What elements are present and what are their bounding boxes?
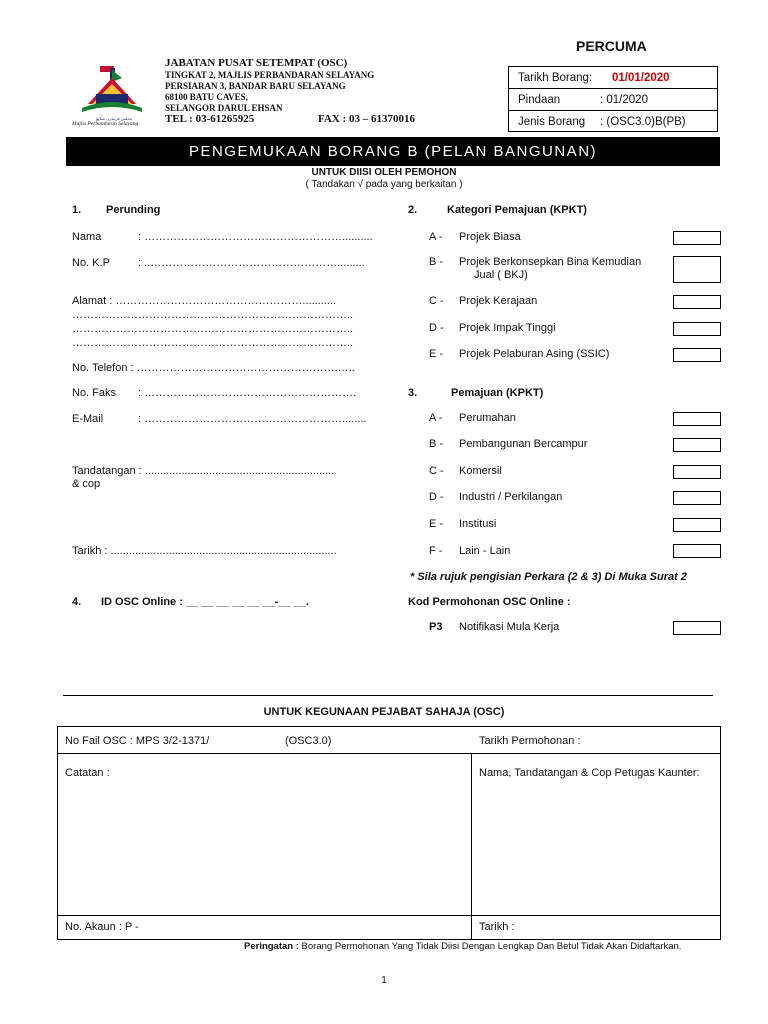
category-label-cont: Jual ( BKJ) xyxy=(474,269,528,281)
svg-text:مجلس ڤربندرن سلايڠ: مجلس ڤربندرن سلايڠ xyxy=(95,116,133,121)
checkbox-government-project[interactable] xyxy=(673,295,721,309)
category-label: Projek Biasa xyxy=(459,231,521,243)
section1-number: 1. xyxy=(72,204,82,216)
address-line: SELANGOR DARUL EHSAN xyxy=(165,103,283,113)
reference-note: * Sila rujuk pengisian Perkara (2 & 3) Di Muka Surat 2 xyxy=(410,571,687,583)
info-row-amendment xyxy=(509,89,717,111)
checkbox-high-impact-project[interactable] xyxy=(673,322,721,336)
info-value: : (OSC3.0)B(PB) xyxy=(600,116,686,128)
name-label: Nama xyxy=(72,231,102,243)
office-use-table xyxy=(57,726,721,940)
section2-number: 2. xyxy=(408,204,418,216)
category-code: B - xyxy=(429,256,444,268)
email-label: E-Mail xyxy=(72,413,104,425)
address-line: TINGKAT 2, MAJLIS PERBANDARAN SELAYANG xyxy=(165,70,375,80)
warning-note xyxy=(244,941,681,952)
development-label: Institusi xyxy=(459,518,497,530)
development-code: C - xyxy=(429,465,444,477)
development-code: F - xyxy=(429,545,443,557)
counter-officer-field[interactable]: Nama, Tandatangan & Cop Petugas Kaunter: xyxy=(479,767,700,779)
ic-label: No. K.P xyxy=(72,257,110,269)
development-code: B - xyxy=(429,438,444,450)
signature-field[interactable]: Tandatangan : .............................................................. xyxy=(72,465,335,477)
checkbox-work-start-notification[interactable] xyxy=(673,621,721,635)
info-value: : 01/2020 xyxy=(600,94,648,106)
account-number-field[interactable]: No. Akaun : P - xyxy=(65,921,139,933)
development-label: Perumahan xyxy=(459,412,516,424)
email-field[interactable]: : ………………………………………………........ xyxy=(138,413,367,425)
address-field[interactable]: Alamat : ……………………………………………........... xyxy=(72,295,337,307)
info-label: Jenis Borang xyxy=(518,116,586,128)
info-label: Pindaan xyxy=(518,94,561,106)
tel-number: TEL : 03-61265925 xyxy=(165,113,255,125)
form-subtitle-note: ( Tandakan √ pada yang berkaitan ) xyxy=(305,179,463,190)
address-line: PERSIARAN 3, BANDAR BARU SELAYANG xyxy=(165,81,346,91)
fax-label: No. Faks xyxy=(72,387,117,399)
development-label: Lain - Lain xyxy=(459,545,511,557)
form-title: PENGEMUKAAN BORANG B (PELAN BANGUNAN) xyxy=(188,143,598,160)
form-info-box xyxy=(508,66,718,132)
form-title-bar xyxy=(66,137,720,166)
address-block xyxy=(165,70,374,114)
info-row-date xyxy=(509,67,717,89)
fax-field[interactable]: : …………………………………………………. xyxy=(138,387,357,399)
page-number: 1 xyxy=(381,975,387,986)
name-field[interactable]: : ……………………………………………….......... xyxy=(138,231,373,243)
application-code: P3 xyxy=(429,621,443,633)
free-label: PERCUMA xyxy=(576,38,647,54)
category-label: Projek Impak Tinggi xyxy=(459,322,556,334)
development-label: Komersil xyxy=(459,465,502,477)
category-code: E - xyxy=(429,348,444,360)
category-code: A - xyxy=(429,231,443,243)
category-label: Projek Pelaburan Asing (SSIC) xyxy=(459,348,610,360)
section2-title: Kategori Pemajuan (KPKT) xyxy=(447,204,587,216)
development-code: D - xyxy=(429,491,444,503)
checkbox-regular-project[interactable] xyxy=(673,231,721,245)
checkbox-others[interactable] xyxy=(673,544,721,558)
date-field[interactable]: Tarikh : .......................................................................... xyxy=(72,545,337,557)
logo-caption: Majlis Perbandaran Selayang xyxy=(72,121,139,127)
table-rule xyxy=(58,915,720,916)
development-code: E - xyxy=(429,518,444,530)
checkbox-foreign-investment[interactable] xyxy=(673,348,721,362)
development-label: Industri / Perkilangan xyxy=(459,491,563,503)
category-code: C - xyxy=(429,295,444,307)
development-code: A - xyxy=(429,412,443,424)
department-name: JABATAN PUSAT SETEMPAT (OSC) xyxy=(165,57,348,69)
ic-field[interactable]: : ..……………………………………………......... xyxy=(138,257,365,269)
section4-number: 4. xyxy=(72,596,82,608)
section1-title: Perunding xyxy=(106,204,161,216)
phone-field[interactable]: No. Telefon : ……………………………………………….….. xyxy=(72,362,355,374)
info-label: Tarikh Borang: xyxy=(518,72,593,84)
checkbox-bkj-project[interactable] xyxy=(673,256,721,283)
signature-cop-label: & cop xyxy=(72,478,101,490)
council-logo xyxy=(78,64,150,128)
application-code-title: Kod Permohonan OSC Online : xyxy=(408,596,571,608)
section-divider xyxy=(63,695,713,696)
address-field-line[interactable]: ………………………………………………………………….. xyxy=(72,309,354,321)
warning-text: Borang Permohonan Yang Tidak Diisi Dengan Lengkap Dan Betul Tidak Akan Didaftarkan. xyxy=(298,941,682,952)
warning-label: Peringatan : xyxy=(244,941,299,952)
address-line: 68100 BATU CAVES, xyxy=(165,92,248,102)
checkbox-housing[interactable] xyxy=(673,412,721,426)
section3-number: 3. xyxy=(408,387,418,399)
notes-field[interactable]: Catatan : xyxy=(65,767,110,779)
table-rule xyxy=(58,753,720,754)
address-field-line[interactable]: ………………………………………………………………….. xyxy=(72,323,354,335)
checkbox-mixed-development[interactable] xyxy=(673,438,721,452)
info-row-form-type xyxy=(509,111,717,132)
office-use-title: UNTUK KEGUNAAN PEJABAT SAHAJA (OSC) xyxy=(263,706,505,718)
category-label: Projek Berkonsepkan Bina Kemudian xyxy=(459,256,642,268)
file-number-suffix: (OSC3.0) xyxy=(285,735,332,747)
checkbox-commercial[interactable] xyxy=(673,465,721,479)
section3-title: Pemajuan (KPKT) xyxy=(451,387,544,399)
checkbox-institution[interactable] xyxy=(673,518,721,532)
osc-online-id-field[interactable]: ID OSC Online : __ __ __ __ __ __-__ __. xyxy=(101,596,309,608)
info-value: 01/01/2020 xyxy=(612,72,670,84)
application-date-field[interactable]: Tarikh Permohonan : xyxy=(479,735,581,747)
fax-number: FAX : 03 – 61370016 xyxy=(318,113,415,125)
category-label: Projek Kerajaan xyxy=(459,295,538,307)
office-date-field[interactable]: Tarikh : xyxy=(479,921,515,933)
development-label: Pembangunan Bercampur xyxy=(459,438,588,450)
category-code: D - xyxy=(429,322,444,334)
table-rule xyxy=(471,753,472,939)
form-subtitle: UNTUK DIISI OLEH PEMOHON xyxy=(311,167,457,178)
checkbox-industrial[interactable] xyxy=(673,491,721,505)
application-code-label: Notifikasi Mula Kerja xyxy=(459,621,560,633)
file-number-field[interactable]: No Fail OSC : MPS 3/2-1371/ xyxy=(65,735,210,747)
address-field-line[interactable]: ………………………………………………………………….. xyxy=(72,337,354,349)
